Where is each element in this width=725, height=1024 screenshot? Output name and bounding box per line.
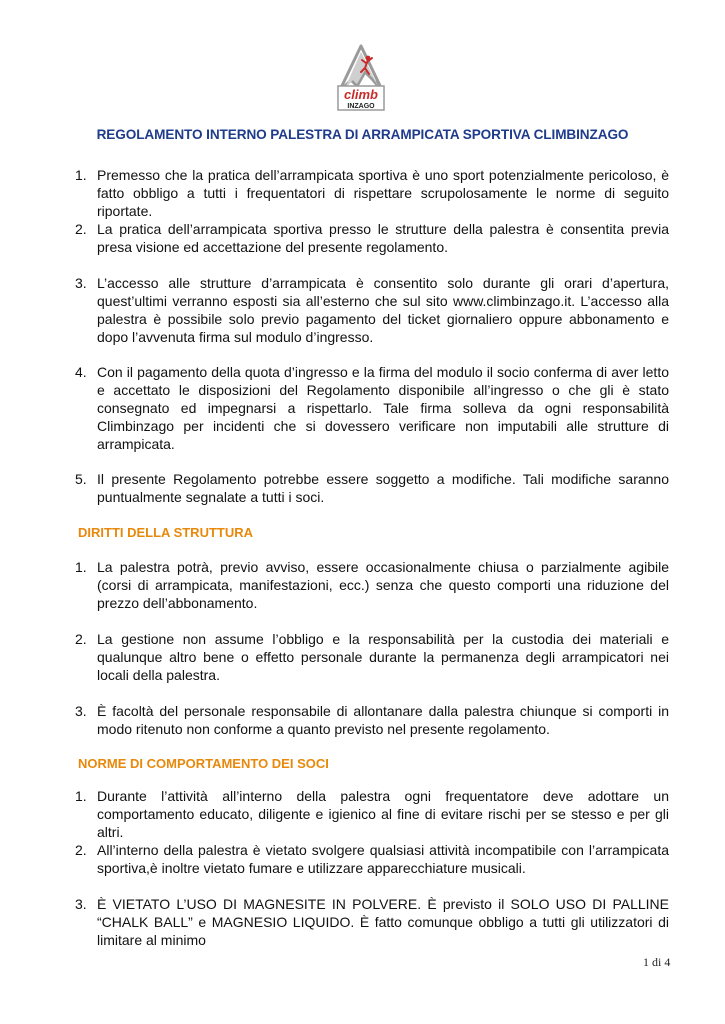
logo-word: climb [344,87,378,102]
climb-inzago-logo [335,44,387,112]
item-text: La gestione non assume l’obbligo e la responsabilità per la custodia dei materiali e qualunque altro bene o effetto personale durante la permanenza degli arrampicatori nei locali della palestra. [97,631,669,683]
item-text: Durante l’attività all’interno della palestra ogni frequentatore deve adottare un comportamento educato, diligente e igienico al fine di evitare rischi per se stesso e per gli altri. [97,788,669,840]
item-text: L’accesso alle strutture d’arrampicata è consentito solo durante gli orari d’apertura, quest’ultimi verranno esposti sia all’esterno che sul sito www.climbinzago.it. L’accesso alla palestra è possibile solo previo pagamento del ticket giornaliero oppure abbonamento e dopo l’avvenuta firma sul modulo d’ingresso. [97,275,669,345]
item-number: 3. [75,275,87,291]
section-heading-structure-rights: DIRITTI DELLA STRUTTURA [78,525,253,540]
section-heading-member-conduct: NORME DI COMPORTAMENTO DEI SOCI [78,756,329,771]
item-text: Con il pagamento della quota d’ingresso e la firma del modulo il socio conferma di aver letto e accettato le disposizioni del Regolamento disponibile all’ingresso o che gli è stato consegnato ed impegnarsi a rispettarlo. Tale firma solleva da ogni responsabilità Climbinzago per incidenti che si dovessero verificare non imputabili alle strutture di arrampicata. [97,364,669,452]
item-number: 3. [75,896,87,912]
item-number: 2. [75,221,87,237]
item-number: 5. [75,471,87,487]
item-text: All’interno della palestra è vietato svolgere qualsiasi attività incompatibile con l’arrampicata sportiva,è inoltre vietato fumare e utilizzare apparecchiature musicali. [97,842,669,876]
item-number: 1. [75,788,87,804]
item-number: 1. [75,167,87,183]
item-number: 2. [75,842,87,858]
document-title: REGOLAMENTO INTERNO PALESTRA DI ARRAMPICATA SPORTIVA CLIMBINZAGO [96,127,629,142]
item-text: È VIETATO L’USO DI MAGNESITE IN POLVERE. È previsto il SOLO USO DI PALLINE “CHALK BALL” e MAGNESIO LIQUIDO. È fatto comunque obbligo a tutti gli utilizzatori di limitare al minimo [97,896,669,948]
item-text: È facoltà del personale responsabile di allontanare dalla palestra chiunque si comporti in modo ritenuto non conforme a quanto previsto nel presente regolamento. [97,703,669,737]
item-text: La palestra potrà, previo avviso, essere occasionalmente chiusa o parzialmente agibile (corsi di arrampicata, manifestazioni, ecc.) senza che questo comporti una riduzione del prezzo dell’abbonamento. [97,559,669,611]
item-number: 4. [75,364,87,380]
item-number: 3. [75,703,87,719]
item-text: Premesso che la pratica dell’arrampicata sportiva è uno sport potenzialmente pericoloso, è fatto obbligo a tutti i frequentatori di rispettare scrupolosamente le norme di seguito riportate. [97,167,669,219]
logo-subword: INZAGO [347,103,375,110]
item-text: La pratica dell’arrampicata sportiva presso le strutture della palestra è consentita previa presa visione ed accettazione del presente regolamento. [97,221,669,255]
item-number: 1. [75,559,87,575]
page-number: 1 di 4 [643,955,671,969]
item-number: 2. [75,631,87,647]
item-text: Il presente Regolamento potrebbe essere soggetto a modifiche. Tali modifiche saranno puntualmente segnalate a tutti i soci. [97,471,669,505]
